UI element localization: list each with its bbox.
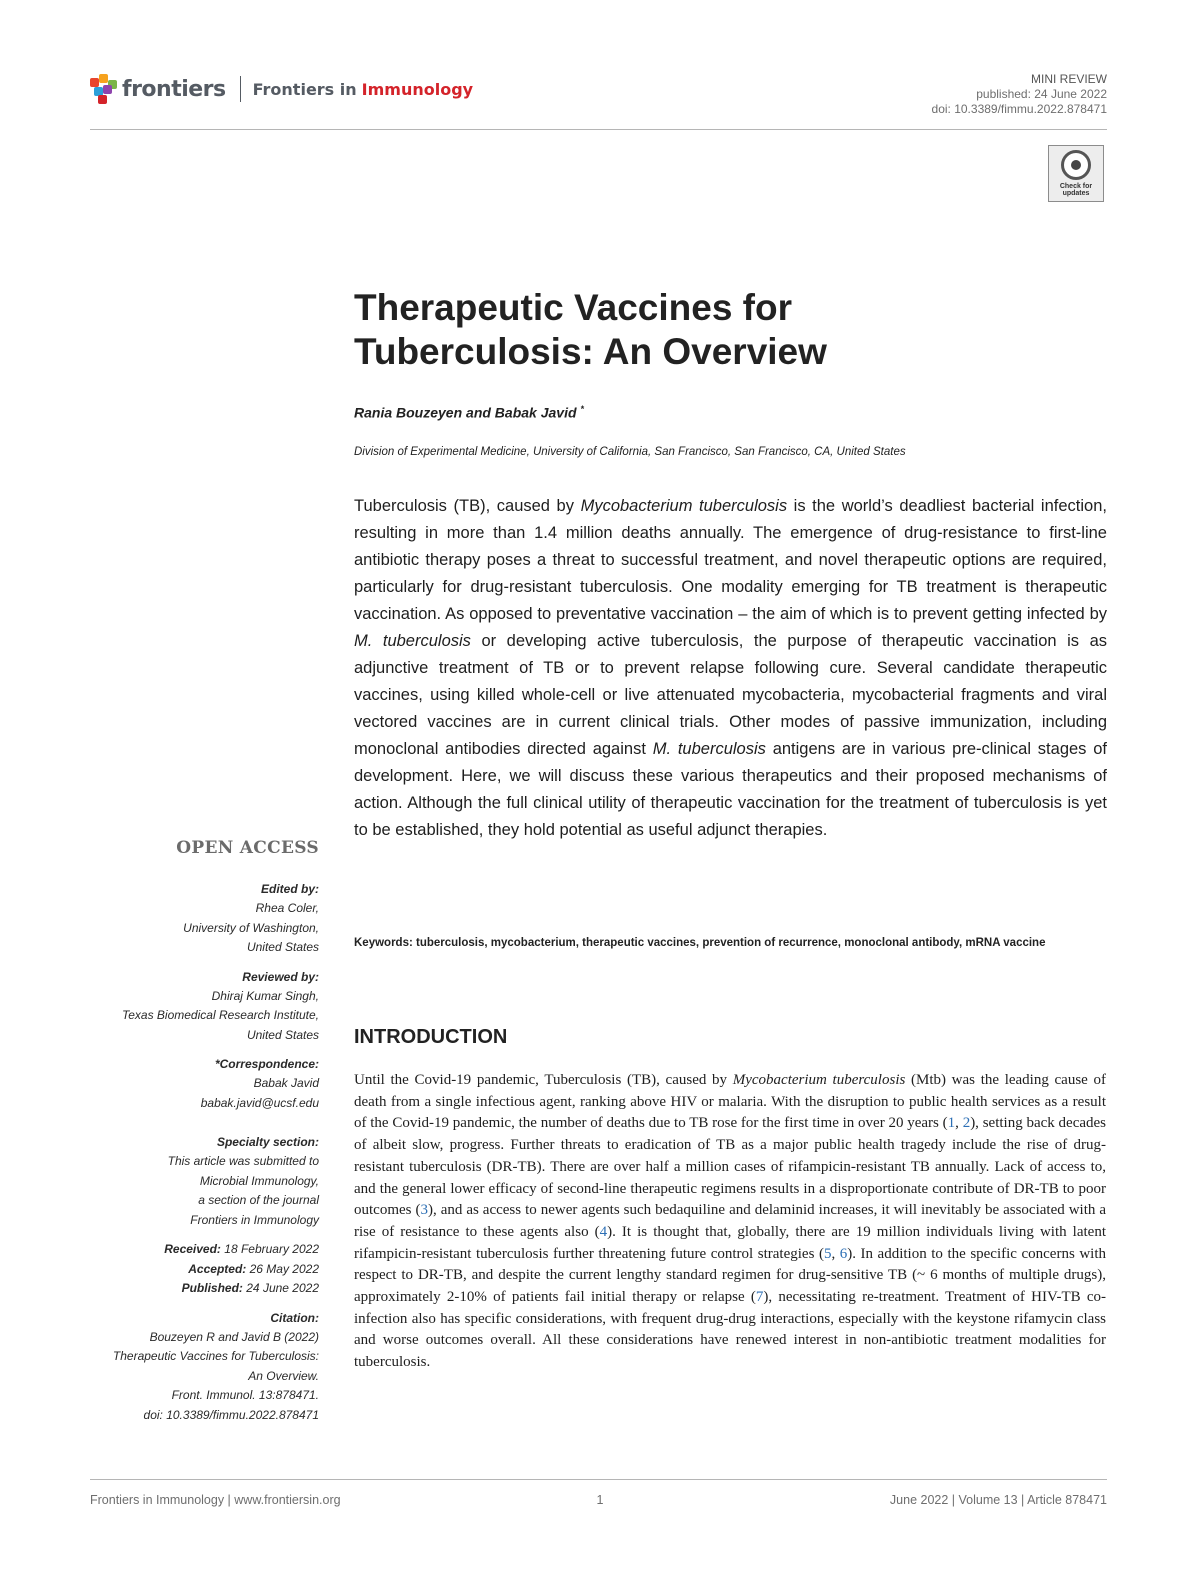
published-value: 24 June 2022	[242, 1281, 319, 1295]
reviewer-name[interactable]: Dhiraj Kumar Singh,	[211, 988, 319, 1003]
corresponding-author-mark: *	[580, 404, 584, 414]
bookmark-icon	[1061, 150, 1091, 180]
accepted-date	[60, 1260, 319, 1280]
citation-line: An Overview.	[248, 1368, 319, 1383]
section-heading-introduction: INTRODUCTION	[354, 1026, 508, 1048]
editor-name[interactable]: Rhea Coler,	[255, 901, 319, 915]
reviewer-affiliation: Texas Biomedical Research Institute,	[122, 1008, 319, 1022]
author-list[interactable]	[354, 404, 584, 421]
citation-line: Therapeutic Vaccines for Tuberculosis:	[112, 1349, 319, 1363]
specialty-line: Microbial Immunology,	[199, 1173, 319, 1188]
intro-text: ,	[831, 1245, 840, 1262]
intro-text: ). It is thought that, globally, there are 19 million individuals living with latent rifampicin-resistant tuberculosis further threatening future control strategies (	[354, 1223, 1106, 1262]
abstract-text: is the world’s deadliest bacterial infection, resulting in more than 1.4 million deaths annually. The emergence of drug-resistance to first-line antibiotic therapy poses a threat to successful treatment, and novel therapeutic options are required, particularly for drug-resistant tuberculosis. One modality emerging for TB treatment is therapeutic vaccination. As opposed to preventative vaccination – the aim of which is to prevent getting infected by	[354, 497, 1107, 623]
journal-prefix: Frontiers in	[252, 79, 357, 99]
frontiers-logo-mark-icon	[90, 74, 118, 104]
published-date-sidebar	[60, 1279, 319, 1299]
citation-line: Front. Immunol. 13:878471.	[171, 1388, 319, 1402]
header-rule	[90, 129, 1107, 130]
abstract-species: Mycobacterium tuberculosis	[580, 497, 788, 515]
citation-link[interactable]: 3	[420, 1202, 428, 1219]
correspondence-email[interactable]: babak.javid@ucsf.edu	[200, 1095, 319, 1110]
intro-text: (Mtb) was the leading cause of death from a single infectious agent, ranking above HIV or malaria. With the disruption to public health services as a result of the Covid-19 pandemic, the number of deaths due to TB rose for the first time in over 20 years (	[354, 1072, 1107, 1132]
citation-link[interactable]: 1	[947, 1115, 956, 1132]
citation-link[interactable]: 4	[599, 1223, 608, 1240]
article-info-sidebar	[60, 838, 319, 1425]
article-type: MINI REVIEW	[1030, 72, 1107, 86]
received-date	[60, 1240, 319, 1260]
intro-text: ), necessitating re-treatment. Treatment of HIV-TB co-infection also has specific considerations, with frequent drug-drug interactions, especially with the keystone rifamycin class and worse outcomes overall. All these considerations have renewed interest in non-antibiotic treatment modalities for tuberculosis.	[354, 1289, 1107, 1371]
accepted-value: 26 May 2022	[246, 1261, 319, 1276]
citation-link[interactable]: 2	[962, 1115, 971, 1132]
intro-text: ,	[955, 1115, 963, 1132]
citation-line: Bouzeyen R and Javid B (2022)	[149, 1329, 319, 1344]
intro-text: ), and as access to newer agents such bedaquiline and delaminid increases, it will inevitably be associated with a rise of resistance to these agents also (	[354, 1202, 1106, 1240]
citation-link[interactable]: 7	[755, 1289, 764, 1306]
journal-name: Immunology	[361, 79, 474, 99]
footer-journal-link[interactable]: Frontiers in Immunology | www.frontiersin.org	[90, 1493, 341, 1507]
check-for-updates-button[interactable]	[1048, 145, 1104, 202]
specialty-line: a section of the journal	[198, 1193, 319, 1207]
article-doi[interactable]: doi: 10.3389/fimmu.2022.878471	[931, 102, 1107, 116]
citation-link[interactable]: 6	[839, 1245, 848, 1262]
abstract	[354, 493, 1107, 844]
editor-country: United States	[246, 940, 319, 954]
badge-label: Check for updates	[1059, 183, 1093, 197]
abstract-text: antigens are in various pre-clinical stages of development. Here, we will discuss these various therapeutics and their proposed mechanisms of action. Although the full clinical utility of therapeutic vaccination for the treatment of tuberculosis is yet to be established, they hold potential as useful adjunct therapies.	[354, 740, 1107, 839]
reviewer-country: United States	[246, 1027, 319, 1042]
intro-text: ), setting back decades of albeit slow, progress. Further threats to eradication of TB as a major public health tragedy include the rise of drug-resistant tuberculosis (DR-TB). There are over half a million cases of rifampicin-resistant TB annually. Lack of access to, and the general lower efficacy of second-line therapeutic regimens results in a disproportionate contribute of DR-TB to poor outcomes (	[354, 1115, 1107, 1219]
brand-name: frontiers	[122, 76, 226, 102]
intro-species: Mycobacterium tuberculosis	[732, 1072, 906, 1088]
citation-label: Citation:	[270, 1310, 319, 1325]
specialty-line: This article was submitted to	[167, 1154, 319, 1168]
editor-affiliation: University of Washington,	[183, 920, 319, 935]
citation-doi[interactable]: doi: 10.3389/fimmu.2022.878471	[143, 1407, 319, 1422]
footer-issue-info: June 2022 | Volume 13 | Article 878471	[889, 1493, 1107, 1507]
abstract-text: Tuberculosis (TB), caused by	[354, 497, 581, 515]
keywords	[354, 934, 1107, 953]
abstract-text: or developing active tuberculosis, the purpose of therapeutic vaccination is as adjunctive treatment of TB or to prevent relapse following cure. Several candidate therapeutic vaccines, using killed whole-cell or live attenuated mycobacteria, mycobacterial fragments and viral vectored vaccines are in current clinical trials. Other modes of passive immunization, including monoclonal antibodies directed against	[354, 632, 1107, 758]
affiliation: Division of Experimental Medicine, University of California, San Francisco, San Francisco, CA, United States	[354, 446, 906, 458]
logo-separator	[240, 76, 241, 102]
correspondence-name: Babak Javid	[253, 1076, 319, 1090]
frontiers-logo[interactable]	[90, 74, 473, 104]
open-access-label: OPEN ACCESS	[176, 838, 319, 858]
reviewed-by-label: Reviewed by:	[242, 969, 319, 984]
title-line-1: Therapeutic Vaccines for	[354, 287, 793, 328]
edited-by-label: Edited by:	[260, 882, 319, 896]
published-label: Published:	[181, 1281, 243, 1295]
page-number: 1	[596, 1493, 604, 1507]
accepted-label: Accepted:	[188, 1261, 247, 1276]
article-meta	[932, 72, 1107, 117]
received-value: 18 February 2022	[220, 1242, 319, 1256]
received-label: Received:	[164, 1242, 221, 1256]
specialty-line: Frontiers in Immunology	[190, 1212, 319, 1227]
abstract-species: M. tuberculosis	[652, 740, 766, 758]
intro-text: ). In addition to the specific concerns with respect to DR-TB, and despite the current lengthy standard regimen for drug-sensitive TB (~ 6 months of multiple drugs), approximately 2-10% of patients fail initial therapy or relapse (	[354, 1245, 1107, 1306]
correspondence-label: *Correspondence:	[214, 1057, 319, 1071]
keywords-list: tuberculosis, mycobacterium, therapeutic vaccines, prevention of recurrence, monoclonal antibody, mRNA vaccine	[412, 937, 1046, 949]
abstract-species: M. tuberculosis	[354, 632, 471, 650]
title-line-2: Tuberculosis: An Overview	[354, 331, 827, 372]
published-date: published: 24 June 2022	[976, 87, 1107, 101]
specialty-section-label: Specialty section:	[216, 1135, 319, 1149]
intro-text: Until the Covid-19 pandemic, Tuberculosis (TB), caused by	[354, 1072, 733, 1088]
citation-link[interactable]: 5	[823, 1245, 832, 1262]
keywords-label: Keywords:	[354, 937, 413, 949]
article-title	[354, 286, 827, 374]
introduction-body	[354, 1070, 1106, 1374]
footer-rule	[90, 1479, 1107, 1480]
authors: Rania Bouzeyen and Babak Javid	[354, 404, 577, 421]
